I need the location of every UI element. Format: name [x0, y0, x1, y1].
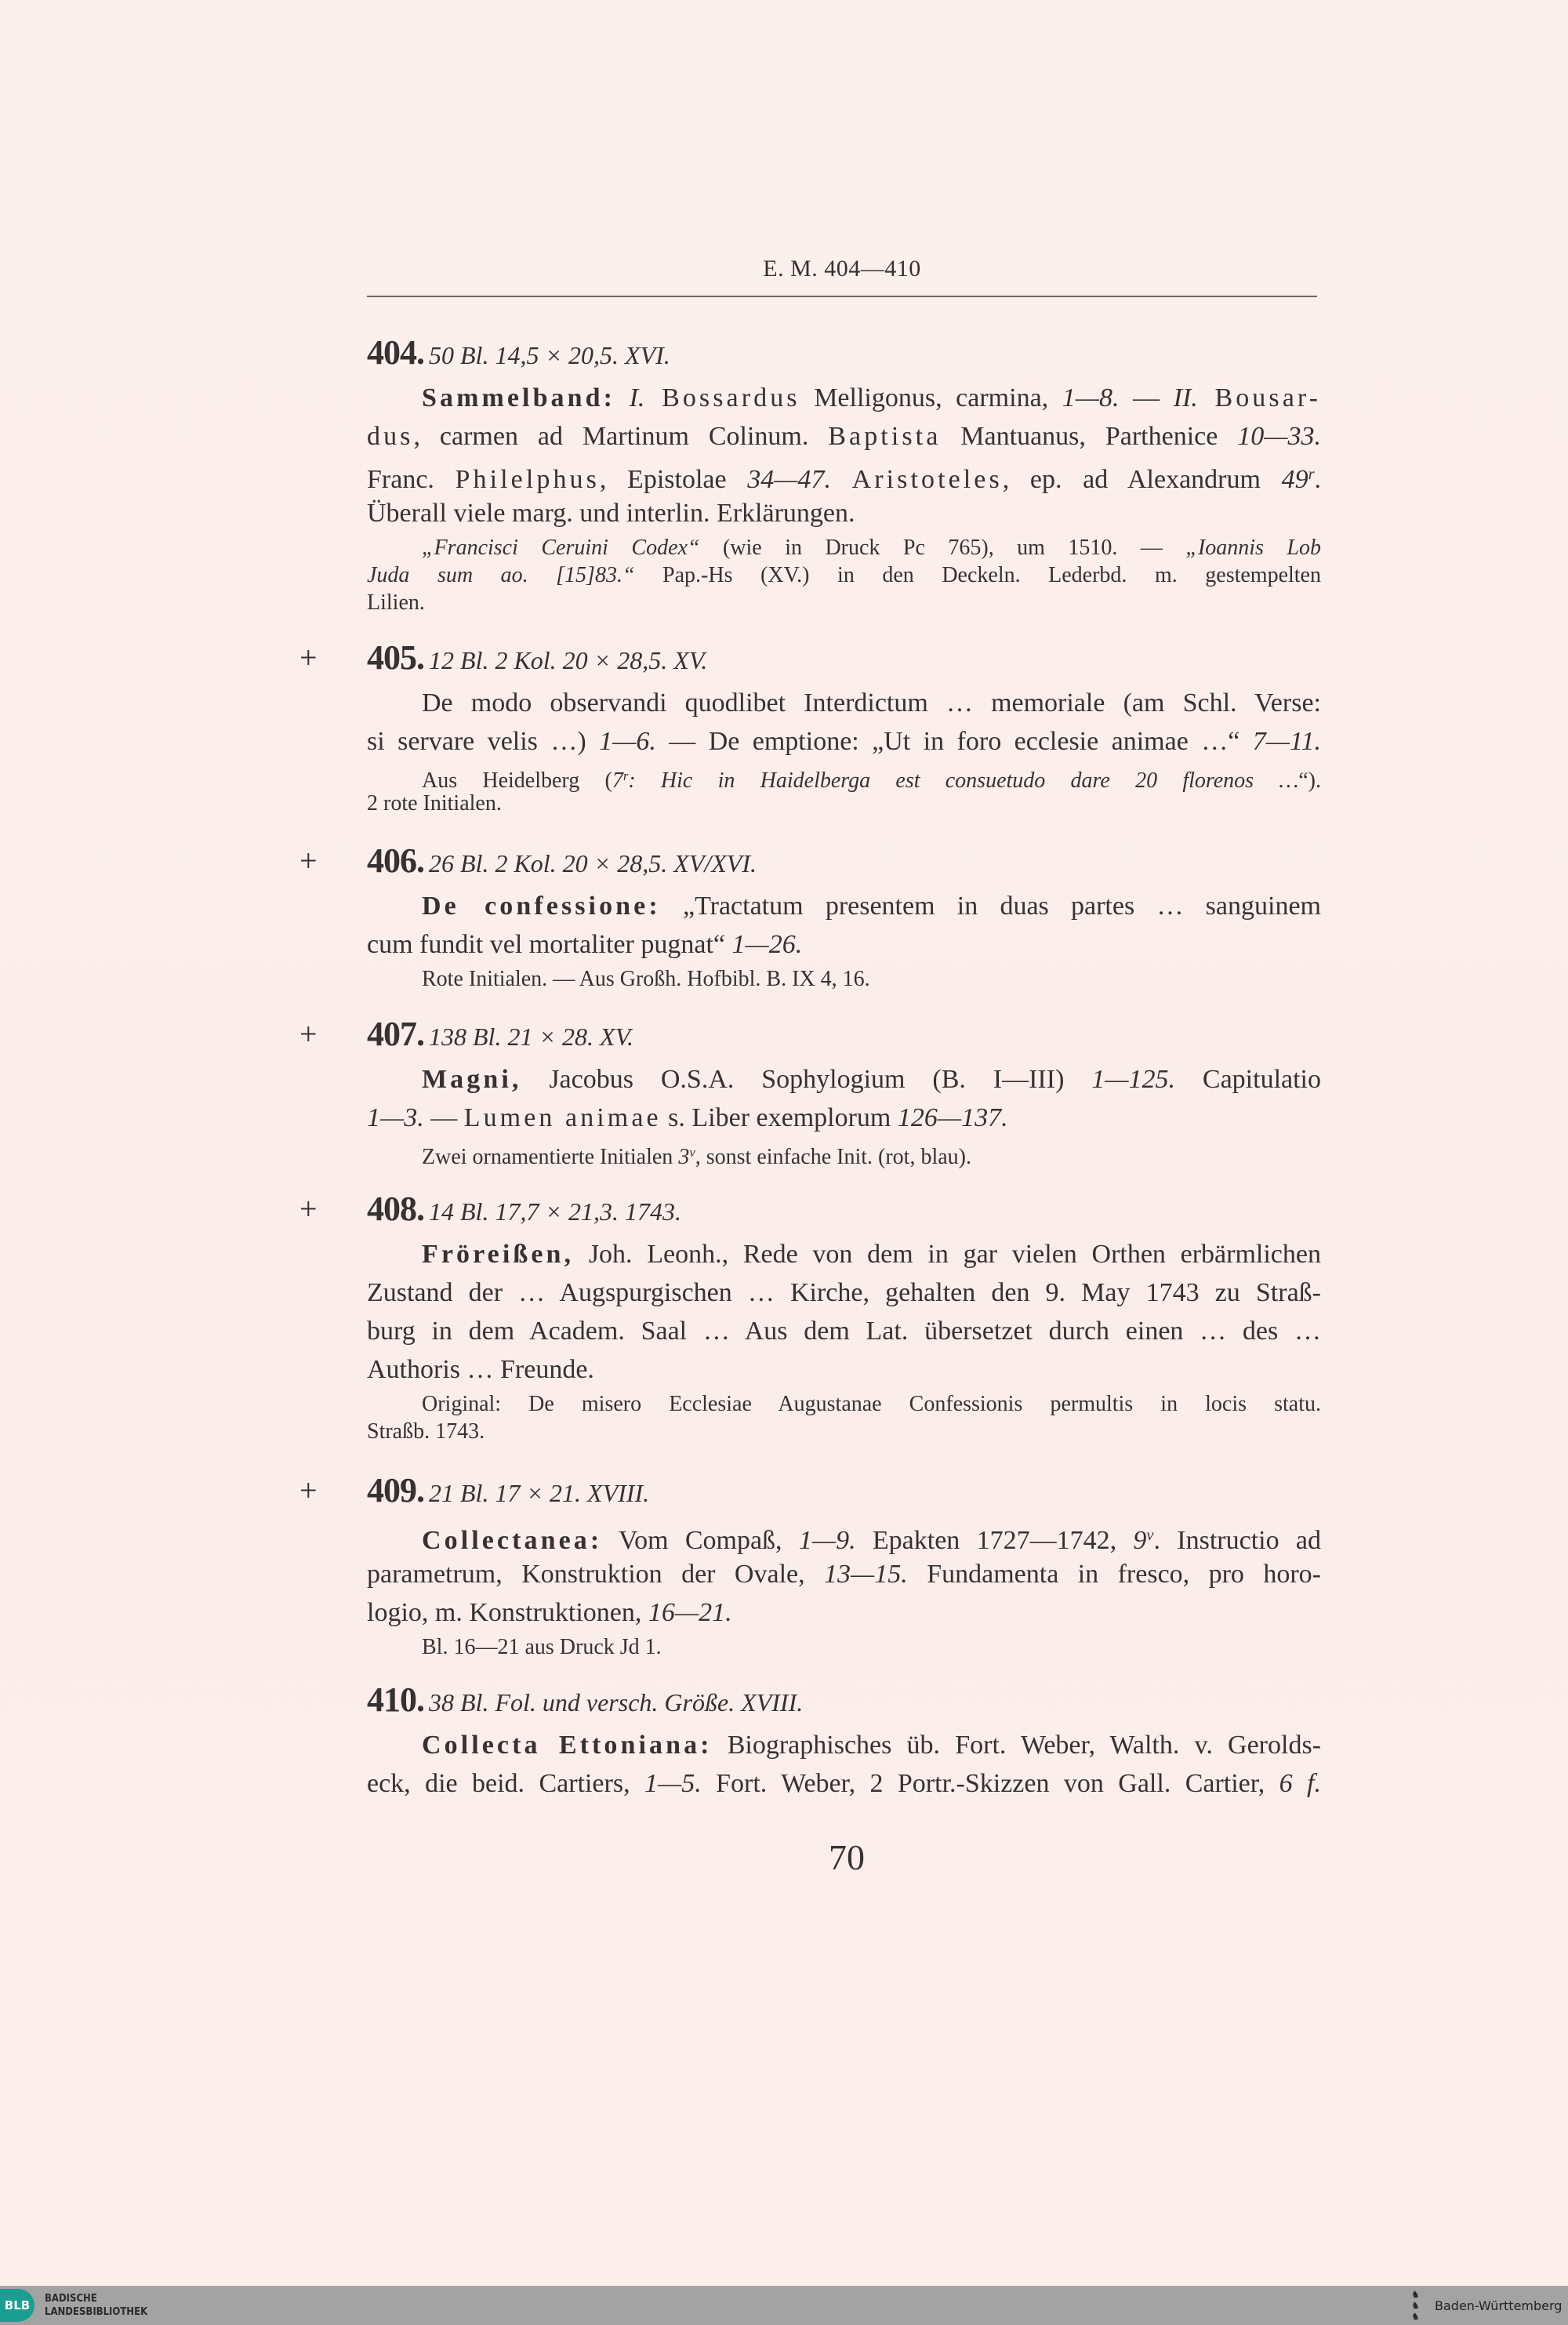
- entry-heading: [367, 842, 1321, 880]
- text-segment: Straßb. 1743.: [367, 1419, 485, 1444]
- header-rule: [367, 296, 1317, 297]
- entry-description: 138 Bl. 21 × 28. XV.: [429, 1023, 633, 1051]
- text-segment: Bousar-: [1197, 383, 1321, 412]
- text-segment: Bossardus: [644, 383, 800, 412]
- entry-description: 12 Bl. 2 Kol. 20 × 28,5. XV.: [429, 646, 708, 674]
- text-segment: 6 f.: [1279, 1769, 1321, 1798]
- text-segment: Aus Heidelberg (: [422, 768, 612, 794]
- text-line: [367, 790, 1321, 817]
- text-segment: 2 rote Initialen.: [367, 791, 502, 816]
- text-segment: Capitulatio: [1175, 1065, 1321, 1094]
- text-segment: Epakten 1727—1742,: [855, 1526, 1134, 1556]
- entry-notes: [367, 965, 1321, 993]
- entry-notes: [367, 534, 1321, 616]
- text-segment: Melligonus, carmina,: [800, 383, 1062, 412]
- text-segment: cum fundit vel mortaliter pugnat“: [367, 930, 732, 959]
- text-line: [367, 1418, 1321, 1445]
- text-line: [367, 561, 1321, 589]
- text-segment: , carmen ad Martinum Colinum.: [413, 422, 829, 451]
- entry-number: 407.: [367, 1015, 424, 1053]
- text-segment: eck, die beid. Cartiers,: [367, 1769, 644, 1798]
- text-segment: Joh. Leonh., Rede von dem in gar vielen Orthen erbärmlichen: [574, 1240, 1321, 1269]
- text-segment: Fröreißen,: [422, 1240, 575, 1269]
- entry-notes: [367, 762, 1321, 817]
- entry-body: [367, 1726, 1321, 1803]
- text-segment: De confessione:: [422, 892, 661, 921]
- text-segment: 9: [1133, 1526, 1147, 1556]
- state-label: Baden-Württemberg: [1435, 2298, 1563, 2313]
- text-segment: Jacobus O.S.A. Sophylogium (B. I—III): [521, 1065, 1092, 1094]
- entry-body: [367, 887, 1321, 964]
- page-number: 70: [829, 1837, 865, 1877]
- text-segment: — De emptione: „Ut in foro ecclesie animae …“: [655, 727, 1253, 756]
- text-line: [367, 1139, 1321, 1170]
- text-segment: Magni,: [422, 1065, 522, 1094]
- catalog-entry: [299, 1015, 1321, 1170]
- text-line: [367, 1764, 1321, 1803]
- entry-heading: [367, 1015, 1321, 1053]
- text-line: [367, 494, 1321, 532]
- entry-number: 404.: [367, 333, 424, 372]
- catalog-entry: [299, 638, 1321, 817]
- text-line: [367, 1099, 1321, 1137]
- text-line: [367, 1273, 1321, 1312]
- text-line: [367, 456, 1321, 494]
- text-segment: „Tractatum presentem in duas partes … sanguinem: [660, 892, 1321, 921]
- text-segment: [831, 465, 852, 494]
- text-segment: Lilien.: [367, 590, 425, 615]
- catalog-entry: [299, 841, 1321, 993]
- text-segment: —: [423, 1103, 464, 1132]
- entry-description: 14 Bl. 17,7 × 21,3. 1743.: [429, 1197, 682, 1226]
- text-segment: I.: [615, 383, 645, 412]
- text-line: [367, 1633, 1321, 1661]
- text-segment: dus: [367, 422, 414, 451]
- text-segment: parametrum, Konstruktion der Ovale,: [367, 1560, 825, 1589]
- text-segment: Sammelband:: [422, 383, 616, 412]
- plus-mark: +: [299, 640, 318, 675]
- text-segment: „Ioannis Lob: [1185, 536, 1321, 560]
- entry-heading: [367, 639, 1321, 677]
- text-line: [367, 379, 1321, 417]
- library-name-line1: BADISCHE: [45, 2293, 97, 2305]
- text-line: [367, 722, 1321, 761]
- entry-heading: [367, 1681, 1321, 1719]
- text-segment: Pap.-Hs (XV.) in den Deckeln. Lederbd. m. gestempelten: [634, 563, 1321, 587]
- text-segment: 7—11.: [1252, 727, 1321, 756]
- text-line: [367, 1593, 1321, 1632]
- text-segment: 49: [1281, 465, 1308, 495]
- text-segment: 13—15.: [824, 1560, 908, 1589]
- text-segment: Zwei ornamentierte Initialen: [422, 1145, 679, 1170]
- entry-number: 406.: [367, 841, 424, 880]
- text-segment: r: [1308, 466, 1315, 483]
- text-line: [367, 1060, 1321, 1099]
- text-segment: —: [1119, 383, 1174, 412]
- text-segment: .: [1314, 465, 1321, 495]
- plus-mark: +: [299, 1473, 318, 1508]
- entry-heading: [367, 1190, 1321, 1228]
- entry-body: [367, 684, 1321, 761]
- catalog-entry: [299, 1471, 1322, 1661]
- text-segment: v: [689, 1145, 695, 1160]
- text-segment: 126—137.: [897, 1103, 1008, 1132]
- plus-mark: +: [299, 1016, 318, 1052]
- entry-number: 409.: [367, 1471, 424, 1509]
- text-line: [367, 1312, 1321, 1350]
- library-name[interactable]: [45, 2292, 147, 2319]
- entry-description: 38 Bl. Fol. und versch. Größe. XVIII.: [429, 1688, 804, 1717]
- entry-body: [367, 379, 1321, 532]
- running-head: E. M. 404—410: [763, 256, 921, 282]
- text-line: [367, 1517, 1321, 1555]
- entry-description: 50 Bl. 14,5 × 20,5. XVI.: [429, 341, 670, 369]
- library-name-line2: LANDESBIBLIOTHEK: [45, 2306, 148, 2318]
- entry-description: 26 Bl. 2 Kol. 20 × 28,5. XV/XVI.: [429, 849, 757, 877]
- text-segment: , sonst einfache Init. (rot, blau).: [695, 1145, 971, 1170]
- text-segment: Authoris … Freunde.: [367, 1355, 594, 1384]
- plus-mark: +: [299, 843, 318, 878]
- text-segment: De modo observandi quodlibet Interdictum … memoriale (am Schl. Verse:: [422, 688, 1321, 717]
- text-line: [367, 417, 1321, 456]
- catalog-entry: [299, 1190, 1321, 1445]
- entry-number: 410.: [367, 1680, 424, 1719]
- entry-description: 21 Bl. 17 × 21. XVIII.: [429, 1479, 650, 1507]
- text-segment: , Epistolae: [599, 465, 748, 495]
- text-line: [367, 1235, 1321, 1273]
- text-segment: 1—9.: [798, 1526, 856, 1556]
- entry-notes: [367, 1633, 1321, 1661]
- text-segment: si servare velis …): [367, 727, 600, 756]
- text-segment: , ep. ad Alexandrum: [1002, 465, 1282, 495]
- text-segment: „Francisci Ceruini Codex“: [422, 536, 700, 560]
- text-segment: 10—33.: [1237, 422, 1321, 451]
- text-line: [367, 534, 1321, 561]
- text-line: [367, 1555, 1321, 1593]
- text-segment: 34—47.: [747, 465, 831, 495]
- plus-mark: +: [299, 1191, 318, 1226]
- entry-number: 408.: [367, 1190, 424, 1228]
- text-segment: Fundamenta in fresco, pro horo-: [907, 1560, 1322, 1589]
- text-segment: Rote Initialen. — Aus Großh. Hofbibl. B. IX 4, 16.: [422, 967, 870, 991]
- text-segment: 7: [612, 768, 623, 794]
- text-segment: 1—26.: [731, 930, 803, 959]
- entry-number: 405.: [367, 638, 424, 677]
- text-segment: : Hic in Haidelberga est consuetudo dare 20 florenos …: [628, 768, 1299, 794]
- text-segment: Biographisches üb. Fort. Weber, Walth. v. Gerolds-: [712, 1731, 1321, 1760]
- text-line: [367, 965, 1321, 993]
- entry-body: [367, 1060, 1321, 1137]
- catalog-entry: [367, 1681, 1321, 1803]
- text-segment: Mantuanus, Parthenice: [941, 422, 1238, 451]
- blb-logo[interactable]: BLB: [0, 2289, 34, 2322]
- text-segment: 1—5.: [644, 1769, 702, 1798]
- text-segment: Aristoteles: [851, 465, 1003, 495]
- footer-bar: [0, 2286, 1568, 2325]
- text-segment: 3: [678, 1145, 690, 1170]
- text-segment: Franc.: [367, 465, 456, 495]
- text-segment: logio, m. Konstruktionen,: [367, 1598, 648, 1627]
- text-segment: Fort. Weber, 2 Portr.-Skizzen von Gall. Cartier,: [701, 1769, 1279, 1798]
- entry-heading: [367, 1472, 1321, 1509]
- catalog-entry: [367, 334, 1321, 616]
- text-segment: . Instructio ad: [1153, 1526, 1321, 1556]
- text-line: [367, 1350, 1321, 1389]
- text-line: [367, 1726, 1321, 1764]
- text-segment: 16—21.: [648, 1598, 732, 1627]
- text-segment: Collecta Ettoniana:: [422, 1731, 713, 1760]
- entry-body: [367, 1235, 1321, 1389]
- text-segment: Juda sum ao. [15]83.“: [367, 563, 635, 587]
- text-segment: 1—125.: [1091, 1065, 1176, 1094]
- text-segment: v: [1146, 1527, 1154, 1544]
- text-segment: 1—6.: [599, 727, 656, 756]
- text-segment: Collectanea:: [422, 1526, 603, 1556]
- text-line: [367, 925, 1321, 964]
- text-segment: burg in dem Academ. Saal … Aus dem Lat. übersetzet durch einen … des …: [367, 1317, 1321, 1346]
- text-segment: Philelphus: [455, 465, 600, 495]
- lion-crest-icon: ♞ ♞ ♞: [1411, 2289, 1420, 2322]
- text-segment: s. Liber exemplorum: [661, 1103, 898, 1132]
- entry-notes: [367, 1390, 1321, 1445]
- text-line: [367, 589, 1321, 616]
- text-line: [367, 887, 1321, 925]
- text-segment: II.: [1173, 383, 1198, 412]
- text-segment: Zustand der … Augspurgischen … Kirche, gehalten den 9. May 1743 zu Straß-: [367, 1278, 1321, 1307]
- text-segment: Original: De misero Ecclesiae Augustanae Confessionis permultis in locis statu.: [422, 1392, 1321, 1416]
- text-segment: “).: [1298, 768, 1321, 794]
- text-segment: 1—8.: [1062, 383, 1120, 412]
- text-line: [367, 684, 1321, 722]
- text-segment: Lumen animae: [463, 1103, 662, 1132]
- text-segment: Baptista: [828, 422, 942, 451]
- text-segment: 1—3.: [367, 1103, 424, 1132]
- text-segment: Bl. 16—21 aus Druck Jd 1.: [422, 1635, 662, 1659]
- text-segment: r: [622, 768, 629, 783]
- entry-body: [367, 1517, 1321, 1632]
- text-line: [367, 762, 1321, 794]
- text-segment: Vom Compaß,: [602, 1526, 799, 1556]
- text-segment: Überall viele marg. und interlin. Erklärungen.: [367, 499, 855, 528]
- text-segment: (wie in Druck Pc 765), um 1510. —: [699, 536, 1186, 560]
- text-line: [367, 1390, 1321, 1418]
- entry-heading: [367, 334, 1321, 372]
- entry-notes: [367, 1139, 1321, 1170]
